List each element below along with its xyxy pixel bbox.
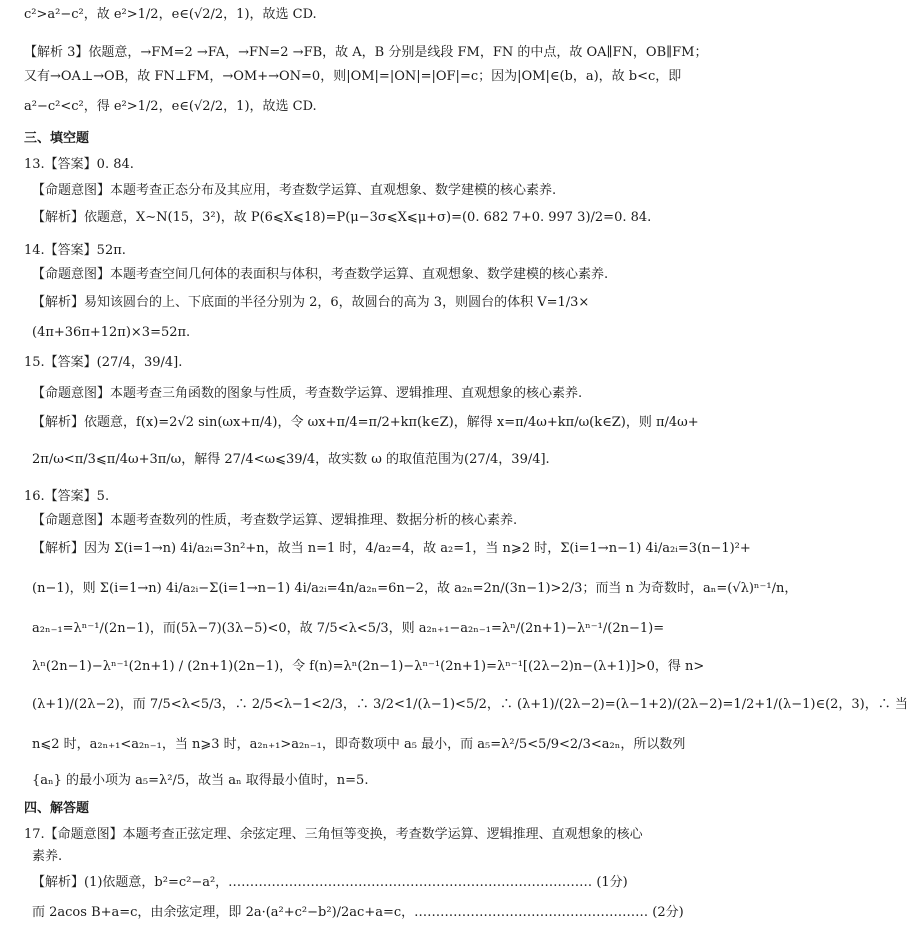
text-line: 而 2acos B+a=c，由余弦定理，即 2a·(a²+c²−b²)/2ac+a=c，……………………………………………… (2分) (32, 905, 684, 920)
text-line: a²−c²<c²，得 e²>1/2，e∈(√2/2，1)，故选 CD. (24, 99, 317, 114)
section-heading: 四、解答题 (24, 801, 90, 816)
section-heading: 三、填空题 (24, 131, 90, 146)
text-line: 16.【答案】5. (24, 489, 110, 504)
text-line: 【解析】(1)依题意，b²=c²−a²，………………………………………………………………………… (1分) (32, 875, 628, 890)
text-line: 13.【答案】0. 84. (24, 157, 134, 172)
text-line: 【解析】因为 Σ(i=1→n) 4i/a₂ᵢ=3n²+n，故当 n=1 时，4/a₂=4，故 a₂=1，当 n⩾2 时，Σ(i=1→n−1) 4i/a₂ᵢ=3(n−1)²+ (32, 541, 751, 556)
text-line: λⁿ(2n−1)−λⁿ⁻¹(2n+1) / (2n+1)(2n−1)，令 f(n)=λⁿ(2n−1)−λⁿ⁻¹(2n+1)=λⁿ⁻¹[(2λ−2)n−(λ+1)]>0，得 n> (32, 659, 705, 674)
text-line: c²>a²−c²，故 e²>1/2，e∈(√2/2，1)，故选 CD. (24, 7, 317, 22)
text-line: (n−1)，则 Σ(i=1→n) 4i/a₂ᵢ−Σ(i=1→n−1) 4i/a₂ᵢ=4n/a₂ₙ=6n−2，故 a₂ₙ=2n/(3n−1)>2/3；而当 n 为奇数时，aₙ=(√λ)ⁿ⁻¹/n， (32, 581, 798, 596)
text-line: 【命题意图】本题考查空间几何体的表面积与体积，考查数学运算、直观想象、数学建模的核心素养. (32, 267, 609, 282)
text-line: 【命题意图】本题考查正态分布及其应用，考查数学运算、直观想象、数学建模的核心素养. (32, 183, 557, 198)
text-line: 2π/ω<π/3⩽π/4ω+3π/ω，解得 27/4<ω⩽39/4，故实数 ω 的取值范围为(27/4，39/4]. (32, 452, 550, 467)
text-line: 17.【命题意图】本题考查正弦定理、余弦定理、三角恒等变换，考查数学运算、逻辑推理、直观想象的核心 (24, 827, 643, 842)
text-line: 14.【答案】52π. (24, 243, 126, 258)
text-line: 又有→OA⊥→OB，故 FN⊥FM，→OM+→ON=0，则|OM|=|ON|=|OF|=c；因为|OM|∈(b，a)，故 b<c，即 (24, 69, 682, 84)
text-line: 【命题意图】本题考查三角函数的图象与性质，考查数学运算、逻辑推理、直观想象的核心素养. (32, 386, 583, 401)
text-line: (λ+1)/(2λ−2)，而 7/5<λ<5/3，∴ 2/5<λ−1<2/3，∴ 3/2<1/(λ−1)<5/2，∴ (λ+1)/(2λ−2)=(λ−1+2)/(2λ−2)=1/2+1/(λ−1)∈(2，3)，∴ 当 (32, 697, 908, 712)
text-line: 【解析】依题意，f(x)=2√2 sin(ωx+π/4)，令 ωx+π/4=π/2+kπ(k∈Z)，解得 x=π/4ω+kπ/ω(k∈Z)，则 π/4ω+ (32, 415, 699, 430)
text-line: 15.【答案】(27/4，39/4]. (24, 355, 183, 370)
text-line: 【解析】易知该圆台的上、下底面的半径分别为 2，6，故圆台的高为 3，则圆台的体积 V=1/3× (32, 295, 590, 310)
text-line: n⩽2 时，a₂ₙ₊₁<a₂ₙ₋₁，当 n⩾3 时，a₂ₙ₊₁>a₂ₙ₋₁，即奇数项中 a₅ 最小，而 a₅=λ²/5<5/9<2/3<a₂ₙ，所以数列 (32, 737, 686, 752)
text-line: {aₙ} 的最小项为 a₅=λ²/5，故当 aₙ 取得最小值时，n=5. (32, 773, 369, 788)
text-line: 【解析】依题意，X∼N(15，3²)，故 P(6⩽X⩽18)=P(μ−3σ⩽X⩽μ+σ)=(0. 682 7+0. 997 3)/2=0. 84. (32, 210, 652, 225)
text-line: 【解析 3】依题意，→FM=2 →FA，→FN=2 →FB，故 A，B 分别是线段 FM，FN 的中点，故 OA∥FN，OB∥FM； (24, 45, 708, 60)
text-line: 素养. (32, 849, 63, 864)
text-line: (4π+36π+12π)×3=52π. (32, 325, 191, 340)
text-line: a₂ₙ₋₁=λⁿ⁻¹/(2n−1)，而(5λ−7)(3λ−5)<0，故 7/5<λ<5/3，则 a₂ₙ₊₁−a₂ₙ₋₁=λⁿ/(2n+1)−λⁿ⁻¹/(2n−1)= (32, 621, 665, 636)
text-line: 【命题意图】本题考查数列的性质，考查数学运算、逻辑推理、数据分析的核心素养. (32, 513, 518, 528)
